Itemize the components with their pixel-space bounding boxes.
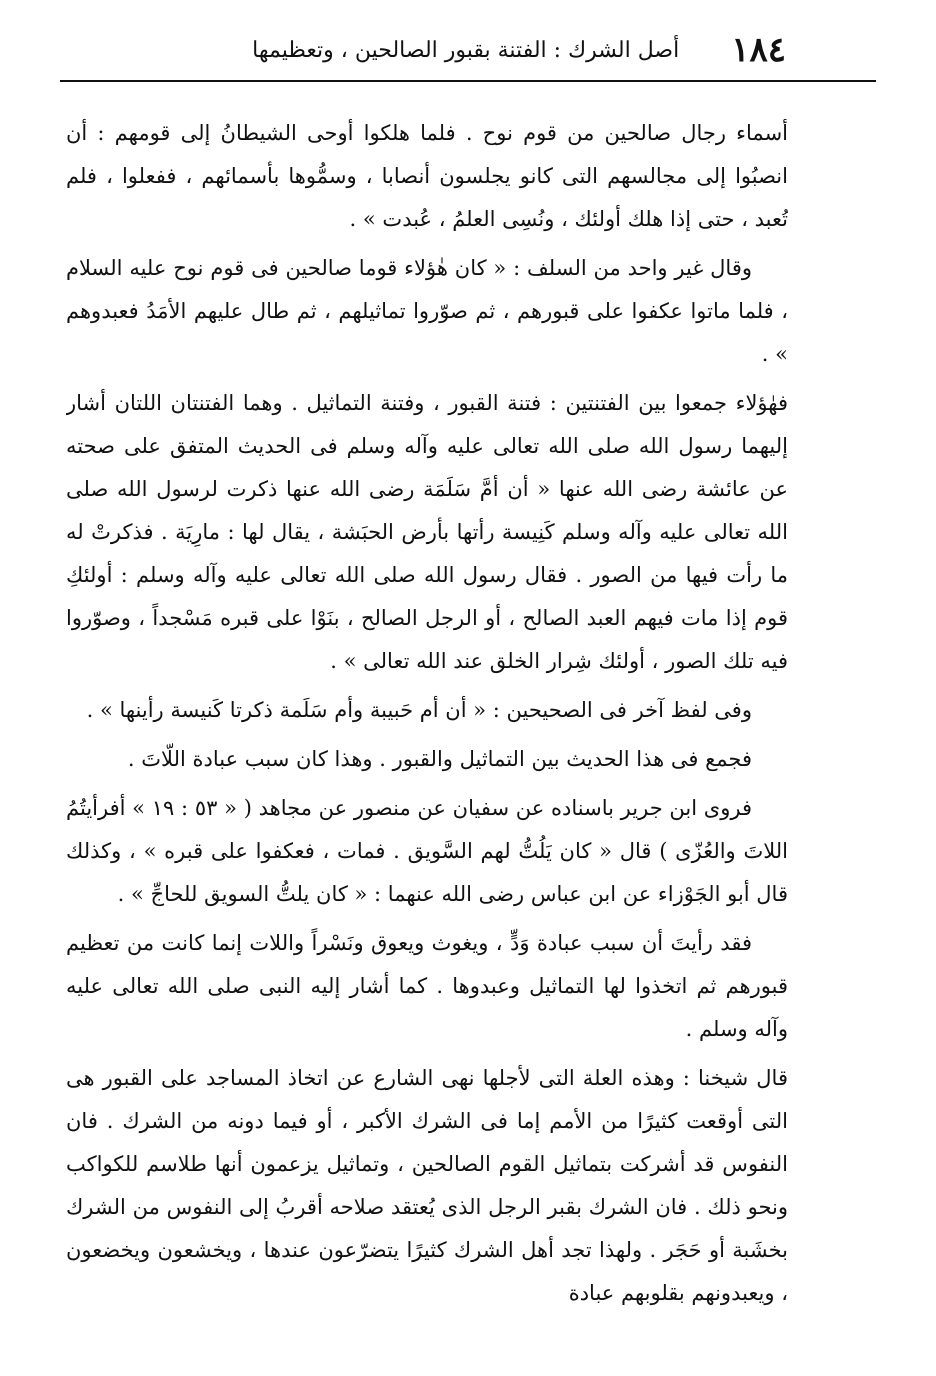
page-header: [60, 22, 786, 78]
page-body: [66, 112, 788, 1364]
paragraph-7: فقد رأيتَ أن سبب عبادة وَدٍّ ، ويغوث ويعوق ونَسْراً واللات إنما كانت من تعظيم قبورهم ثم اتخذوا لها التماثيل وعبدوها . كما أشار إليه النبى صلى الله تعالى عليه وآله وسلم .: [66, 931, 788, 1041]
running-title: أصل الشرك : الفتنة بقبور الصالحين ، وتعظيمها: [252, 37, 680, 63]
paragraph-8: قال شيخنا : وهذه العلة التى لأجلها نهى الشارع عن اتخاذ المساجد على القبور هى التى أوقعت كثيرًا من الأمم إما فى الشرك الأكبر ، أو فيما دونه من الشرك . فان النفوس قد أشركت بتماثيل القوم الصالحين ، وتماثيل يزعمون أنها طلاسم للكواكب ونحو ذلك . فان الشرك بقبر الرجل الذى يُعتقد صلاحه أقربُ إلى النفوس من الشرك بخشَبة أو حَجَر . ولهذا تجد أهل الشرك كثيرًا يتضرّعون عندها ، ويخشعون ويخضعون ، ويعبدونهم بقلوبهم عبادة: [66, 1066, 788, 1305]
header-divider: [60, 80, 876, 82]
page-number: ١٨٤: [731, 30, 786, 70]
paragraph-5: فجمع فى هذا الحديث بين التماثيل والقبور . وهذا كان سبب عبادة اللّاتَ .: [127, 747, 752, 771]
paragraph-3: فهٰؤلاء جمعوا بين الفتنتين : فتنة القبور ، وفتنة التماثيل . وهما الفتنتان اللتان أشار إليهما رسول الله صلى الله تعالى عليه وآله وسلم فى الحديث المتفق على صحته عن عائشة رضى الله عنها « أن أمَّ سَلَمَة رضى الله عنها ذكرت لرسول الله صلى الله تعالى عليه وآله وسلم كَنِيسة رأتها بأرض الحبَشة ، يقال لها : مارِيَة . فذكرتْ له ما رأت فيها من الصور . فقال رسول الله صلى الله تعالى عليه وآله وسلم : أولئكِ قوم إذا مات فيهم العبد الصالح ، أو الرجل الصالح ، بنَوْا على قبره مَسْجداً ، وصوّروا فيه تلك الصور ، أولئك شِرار الخلق عند الله تعالى » .: [66, 391, 788, 673]
paragraph-6: فروى ابن جرير باسناده عن سفيان عن منصور عن مجاهد ( « ٥٣ : ١٩ » أفرأيتُمُ اللاتَ والعُزّى ) قال « كان يَلُتُّ لهم السَّويق . فمات ، فعكفوا على قبره » ، وكذلك قال أبو الجَوْزاء عن ابن عباس رضى الله عنهما : « كان يلتُّ السويق للحاجِّ » .: [66, 796, 788, 906]
paragraph-2: وقال غير واحد من السلف : « كان هٰؤلاء قوما صالحين فى قوم نوح عليه السلام ، فلما ماتوا عكفوا على قبورهم ، ثم صوّروا تماثيلهم ، ثم طال عليهم الأمَدُ فعبدوهم » .: [66, 256, 788, 366]
paragraph-1: أسماء رجال صالحين من قوم نوح . فلما هلكوا أوحى الشيطانُ إلى قومهم : أن انصبُوا إلى مجالسهم التى كانو يجلسون أنصابا ، وسمُّوها بأسمائهم ، ففعلوا ، فلم تُعبد ، حتى إذا هلك أولئك ، ونُسِى العلمُ ، عُبدت » .: [66, 121, 788, 231]
paragraph-4: وفى لفظ آخر فى الصحيحين : « أن أم حَبيبة وأم سَلَمة ذكرتا كَنيسة رأينها » .: [86, 698, 752, 722]
